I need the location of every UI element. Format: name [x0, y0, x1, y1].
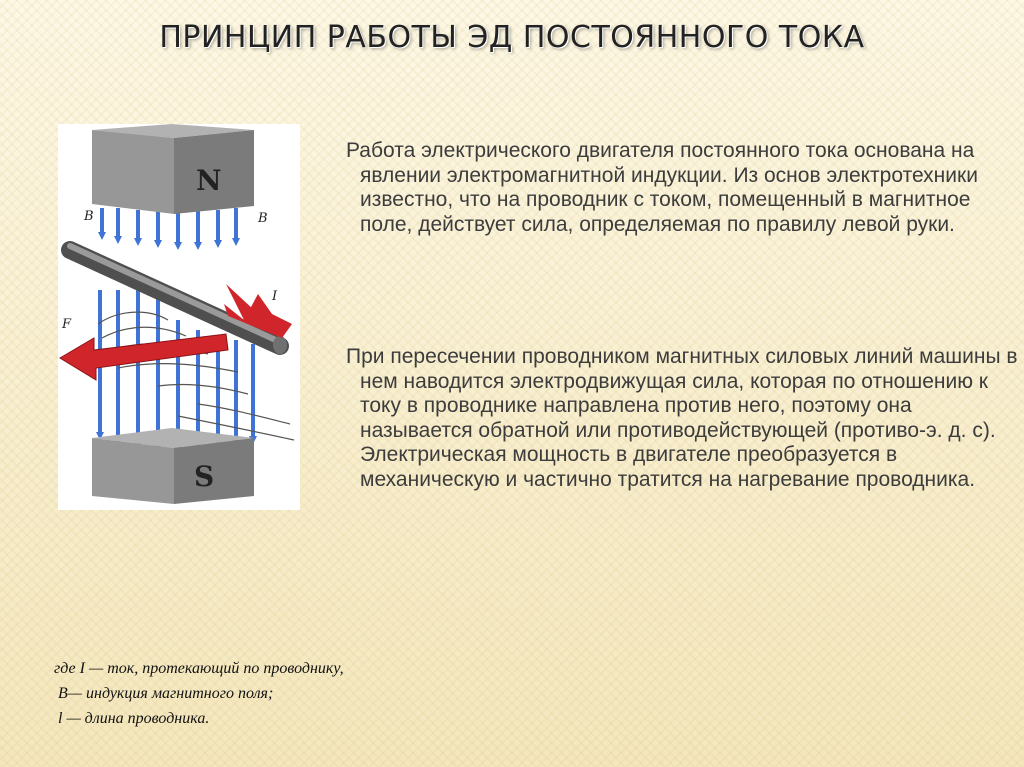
field-label-right: B: [258, 211, 268, 226]
current-label: I: [272, 289, 278, 304]
force-label: F: [62, 317, 72, 332]
note-length: l — длина проводника.: [58, 710, 210, 727]
force-arrow: [60, 334, 228, 380]
south-magnet: [92, 428, 254, 504]
motor-principle-illustration: [58, 124, 300, 510]
note-current: где I — ток, протекающий по проводнику,: [54, 660, 344, 677]
note-induction: B— индукция магнитного поля;: [58, 685, 274, 702]
slide-title: ПРИНЦИП РАБОТЫ ЭД ПОСТОЯННОГО ТОКА: [159, 20, 865, 55]
notation-notes: [54, 656, 344, 731]
north-pole-label: N: [196, 164, 222, 197]
paragraph-back-emf: При пересечении проводником магнитных силовых линий машины в нем наводится электродвижущая сила, которая по отношению к току в проводнике направлена против него, поэтому она называется обратной или противодействующей (противо-э. д. с). Электрическая мощность в двигателе преобразуется в механическую и частично тратится на нагревание проводника.: [346, 345, 1018, 491]
south-pole-label: S: [194, 460, 215, 493]
north-magnet: [92, 124, 254, 214]
paragraph-principle: Работа электрического двигателя постоянного тока основана на явлении электромагнитной индукции. Из основ электротехники известно, что на проводник с током, помещенный в магнитное поле, действует сила, определяемая по правилу левой руки.: [346, 139, 978, 236]
field-label-left: B: [84, 209, 94, 224]
